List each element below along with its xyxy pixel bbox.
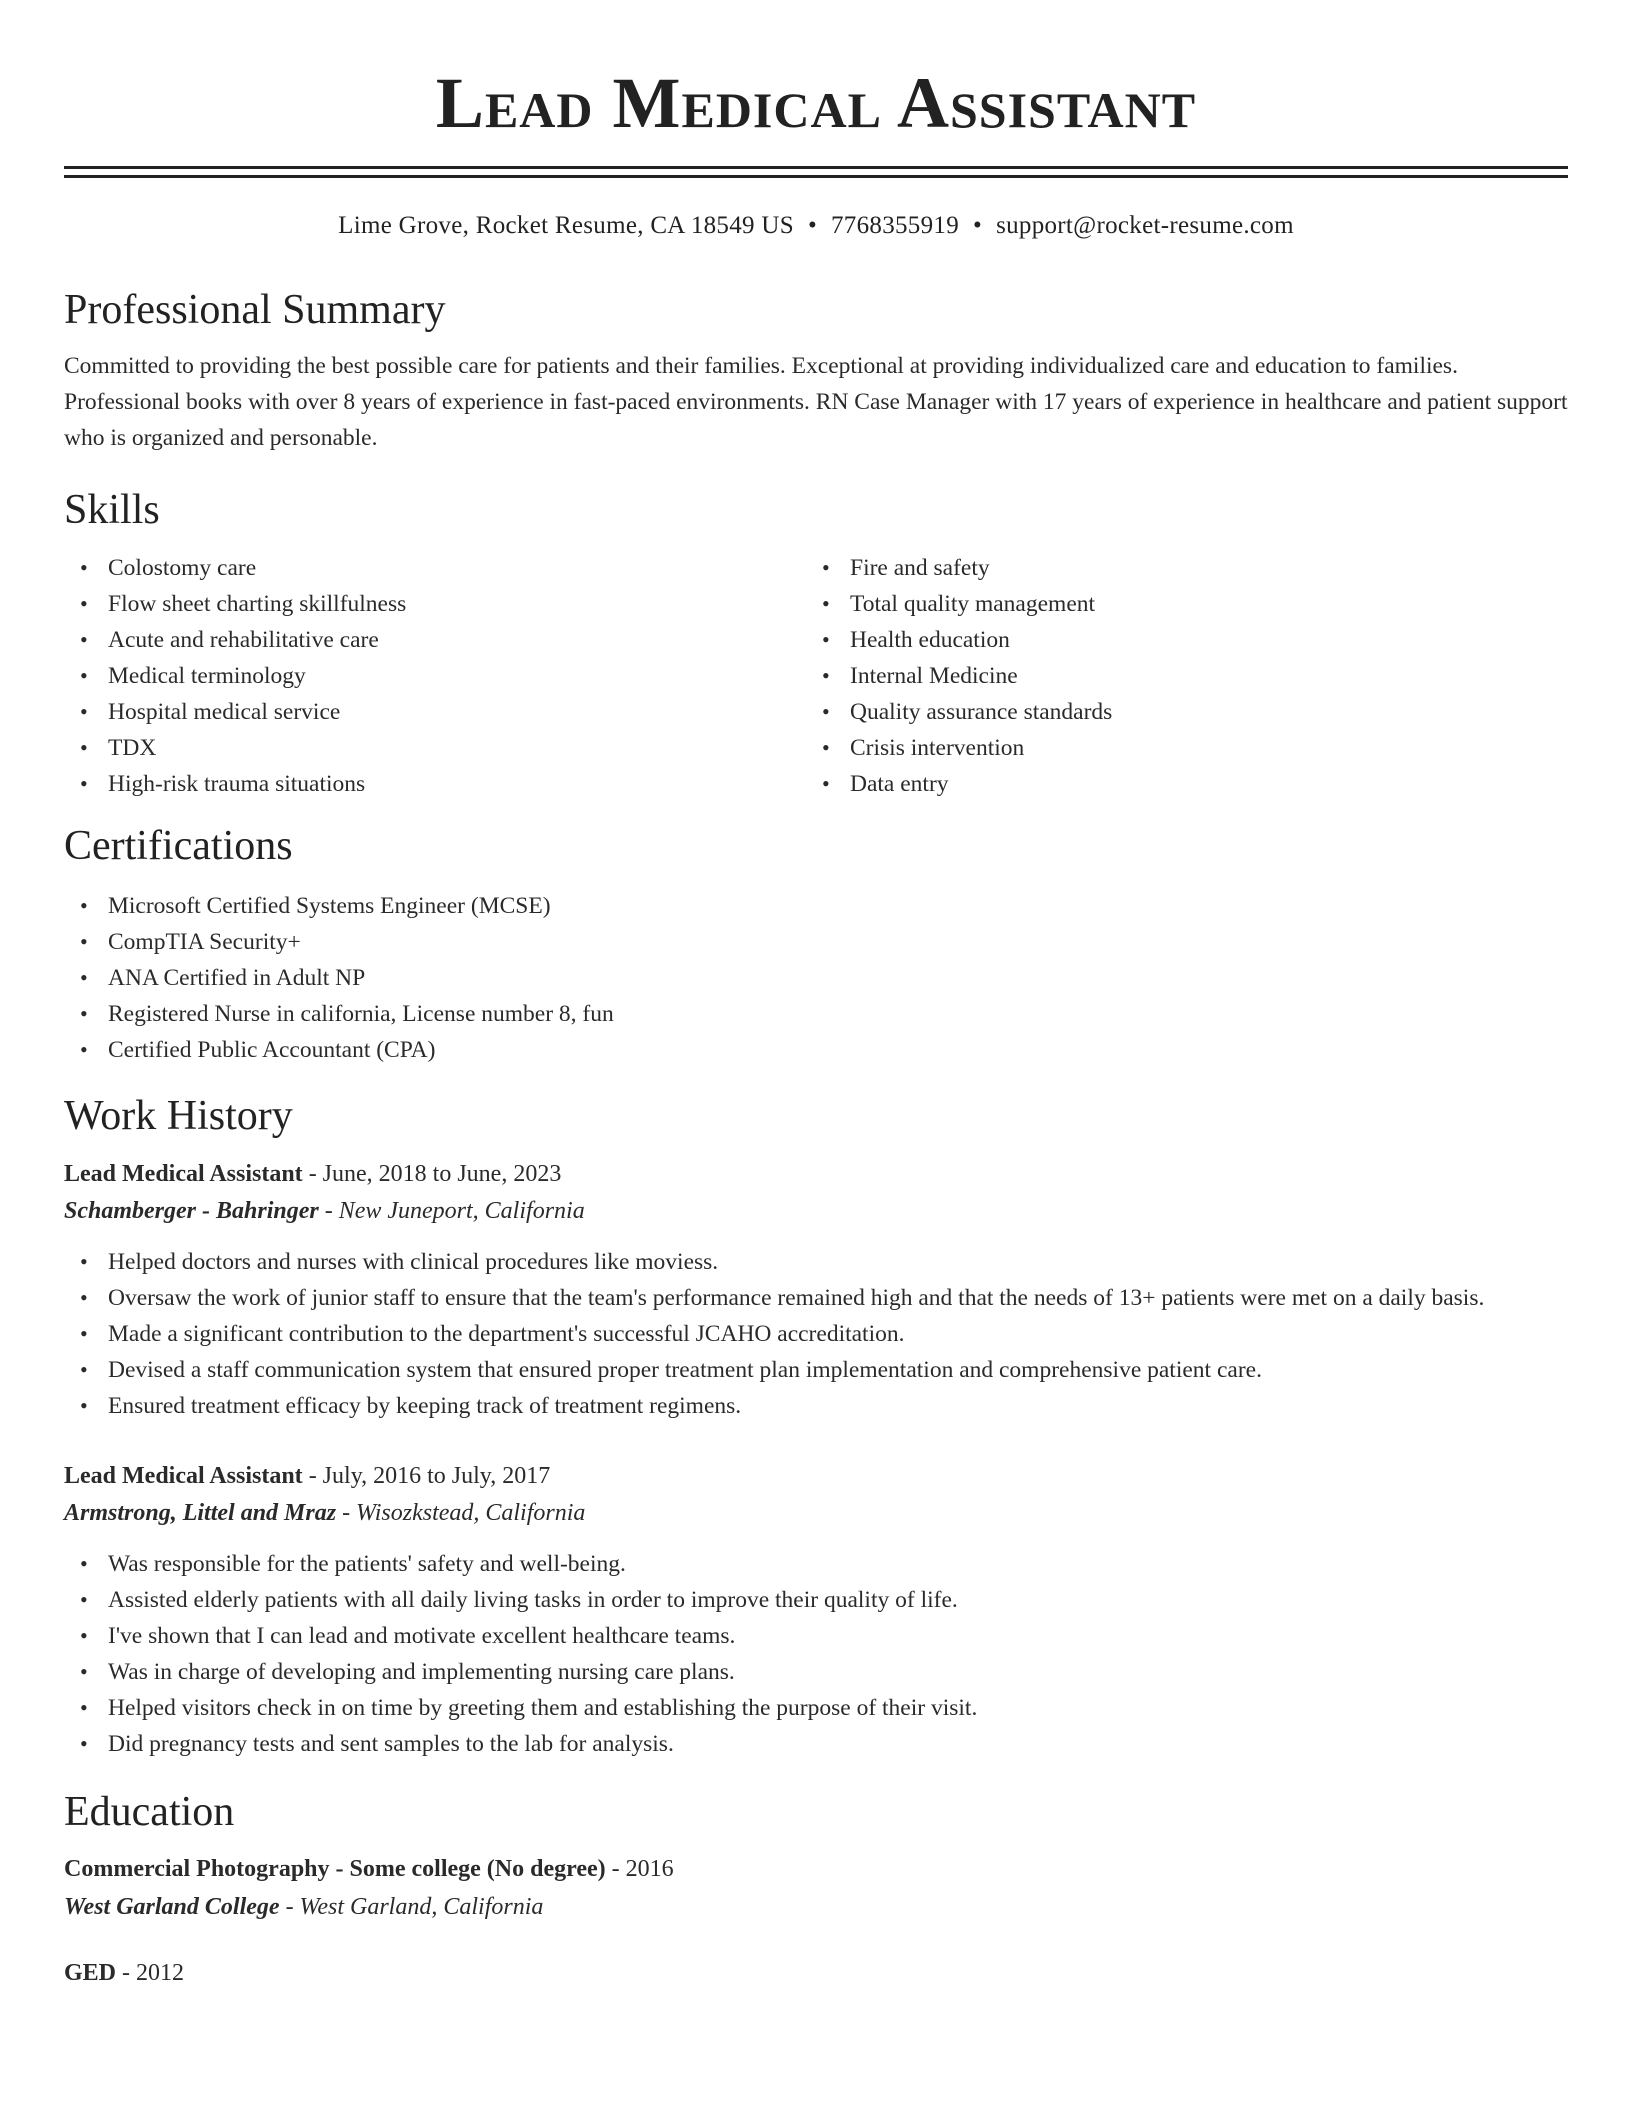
- education-school-line: [64, 1888, 1568, 1926]
- job-title: Lead Medical Assistant: [64, 1161, 303, 1187]
- certification-item: • Microsoft Certified Systems Engineer (MCSE): [64, 888, 1568, 924]
- job-bullet: • Did pregnancy tests and sent samples to the lab for analysis.: [64, 1726, 1568, 1762]
- job-bullets: [64, 1244, 1568, 1424]
- skills-column-right: [806, 550, 1548, 802]
- job-entry: [64, 1156, 1568, 1424]
- job-title: Lead Medical Assistant: [64, 1463, 303, 1489]
- job-bullet: • Devised a staff communication system that ensured proper treatment plan implementation and comprehensive patient care.: [64, 1352, 1568, 1388]
- education-year: - 2012: [116, 1960, 185, 1986]
- skill-item: • Crisis intervention: [806, 730, 1548, 766]
- skill-item: • Acute and rehabilitative care: [64, 622, 806, 658]
- job-bullet: • Was in charge of developing and implementing nursing care plans.: [64, 1654, 1568, 1690]
- education-degree: Commercial Photography - Some college (No degree): [64, 1856, 606, 1882]
- header-divider: [64, 166, 1568, 178]
- job-bullet: • Helped visitors check in on time by greeting them and establishing the purpose of their visit.: [64, 1690, 1568, 1726]
- skill-item: • Data entry: [806, 766, 1548, 802]
- skill-item: • Health education: [806, 622, 1548, 658]
- skill-item: • Flow sheet charting skillfulness: [64, 586, 806, 622]
- education-location: - West Garland, California: [279, 1894, 544, 1920]
- job-company-line: [64, 1494, 1568, 1532]
- job-bullet: • Was responsible for the patients' safety and well-being.: [64, 1546, 1568, 1582]
- job-dates: - July, 2016 to July, 2017: [302, 1463, 551, 1489]
- skill-item: • Fire and safety: [806, 550, 1548, 586]
- education-entry: [64, 1954, 1568, 1992]
- job-bullet: • Oversaw the work of junior staff to ensure that the team's performance remained high and that the needs of 13+ patients were met on a daily basis.: [64, 1280, 1568, 1316]
- job-bullet: • Made a significant contribution to the department's successful JCAHO accreditation.: [64, 1316, 1568, 1352]
- skill-item: • Quality assurance standards: [806, 694, 1548, 730]
- contact-email[interactable]: support@rocket-resume.com: [996, 212, 1294, 239]
- certification-item: • Certified Public Accountant (CPA): [64, 1032, 1568, 1068]
- contact-separator: •: [807, 212, 817, 239]
- work-history-heading: Work History: [64, 1093, 293, 1139]
- certification-item: • Registered Nurse in california, License number 8, fun: [64, 996, 1568, 1032]
- job-entry: [64, 1458, 1568, 1762]
- job-bullet: • I've shown that I can lead and motivate excellent healthcare teams.: [64, 1618, 1568, 1654]
- summary-text: Committed to providing the best possible care for patients and their families. Exceptional at providing individualized care and education to families. Professional books with over 8 years of experience in fast-paced environments. RN Case Manager with 17 years of experience in healthcare and patient support who is organized and personable.: [64, 353, 1568, 451]
- skill-item: • Colostomy care: [64, 550, 806, 586]
- education-school: West Garland College: [64, 1894, 280, 1920]
- education-year: - 2016: [605, 1856, 674, 1882]
- skill-item: • Total quality management: [806, 586, 1548, 622]
- education-entry: [64, 1850, 1568, 1926]
- education-title-line: [64, 1954, 1568, 1992]
- candidate-name: Lead Medical Assistant: [435, 63, 1197, 143]
- job-title-line: [64, 1458, 1568, 1494]
- certification-item: • CompTIA Security+: [64, 924, 1568, 960]
- job-company: Schamberger - Bahringer: [64, 1198, 319, 1224]
- education-degree: GED: [64, 1960, 117, 1986]
- job-bullet: • Assisted elderly patients with all daily living tasks in order to improve their quality of life.: [64, 1582, 1568, 1618]
- certifications-list: [64, 888, 1568, 1068]
- skills-list: [64, 550, 1568, 802]
- contact-line: [64, 212, 1568, 240]
- job-location: - Wisozkstead, California: [336, 1500, 586, 1526]
- job-dates: - June, 2018 to June, 2023: [302, 1161, 562, 1187]
- job-company-line: [64, 1192, 1568, 1230]
- skills-heading: Skills: [64, 487, 160, 533]
- skill-item: • Internal Medicine: [806, 658, 1548, 694]
- skills-column-left: [64, 550, 806, 802]
- education-heading: Education: [64, 1789, 235, 1835]
- job-bullet: • Ensured treatment efficacy by keeping track of treatment regimens.: [64, 1388, 1568, 1424]
- contact-phone: 7768355919: [831, 212, 959, 239]
- contact-separator: •: [973, 212, 983, 239]
- certification-item: • ANA Certified in Adult NP: [64, 960, 1568, 996]
- job-location: - New Juneport, California: [318, 1198, 585, 1224]
- job-bullet: • Helped doctors and nurses with clinical procedures like moviess.: [64, 1244, 1568, 1280]
- job-title-line: [64, 1156, 1568, 1192]
- contact-address: Lime Grove, Rocket Resume, CA 18549 US: [338, 212, 794, 239]
- job-bullets: [64, 1546, 1568, 1762]
- skill-item: • High-risk trauma situations: [64, 766, 806, 802]
- skill-item: • TDX: [64, 730, 806, 766]
- summary-heading: Professional Summary: [64, 287, 446, 333]
- skill-item: • Medical terminology: [64, 658, 806, 694]
- certifications-heading: Certifications: [64, 823, 293, 869]
- education-title-line: [64, 1850, 1568, 1888]
- skill-item: • Hospital medical service: [64, 694, 806, 730]
- job-company: Armstrong, Littel and Mraz: [64, 1500, 337, 1526]
